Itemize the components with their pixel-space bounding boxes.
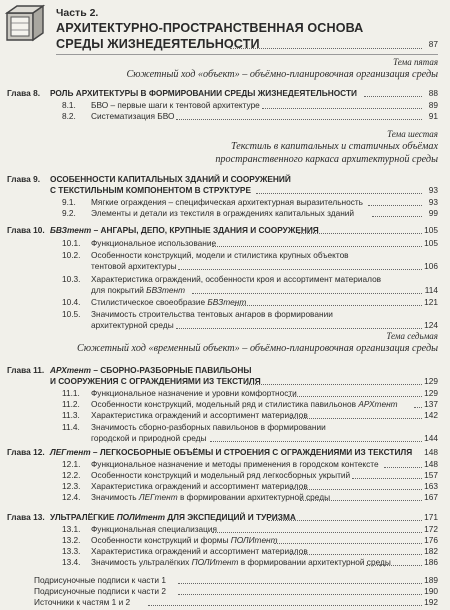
section-title-line-1: Характеристика ограждений, особенности кроя и ассортимент материалов — [91, 274, 382, 284]
section-page: 137 — [424, 399, 438, 409]
leader-dots — [178, 583, 422, 584]
chapter-12-page: 148 — [424, 447, 438, 457]
leader-dots — [262, 108, 422, 109]
section-title-line-1: Значимость строительства тентовых ангаров в формировании — [91, 309, 333, 319]
section-page: 142 — [424, 410, 438, 420]
section-title — [91, 297, 246, 307]
text-plain: Особенности конструкций, модельный ряд и стилистика павильонов — [91, 399, 359, 409]
leader-dots — [176, 328, 422, 329]
chapter-12-title-italic: ЛЕГтент — [50, 447, 91, 457]
text-italic: ПОЛИтент — [230, 535, 278, 545]
backmatter-page: 192 — [424, 597, 438, 607]
section-title-line-2 — [91, 285, 185, 295]
theme-6-line-1: Текстиль в капитальных и статичных объёмах — [230, 141, 438, 152]
section-title: Особенности конструкций и модельный ряд легкосборных укрытий — [91, 470, 351, 480]
chapter-11-title-line-2: И СООРУЖЕНИЯ С ОГРАЖДЕНИЯМИ ИЗ ТЕКСТИЛЯ — [50, 376, 261, 386]
section-page: 99 — [428, 208, 438, 218]
section-title: БВО – первые шаги к тентовой архитектуре — [91, 100, 260, 110]
leader-dots — [246, 384, 422, 385]
text-plain: Стилистическое своеобразие — [91, 297, 208, 307]
leader-dots — [230, 48, 422, 49]
section-title — [91, 492, 330, 502]
leader-dots — [178, 269, 422, 270]
theme-5-label: Тема пятая — [393, 57, 438, 67]
text-plain: для покрытий — [91, 285, 147, 295]
leader-dots — [192, 293, 422, 294]
section-page: 89 — [428, 100, 438, 110]
section-page: 129 — [424, 388, 438, 398]
chapter-9-label: Глава 9. — [7, 174, 41, 184]
leader-dots — [274, 543, 422, 544]
backmatter-page: 189 — [424, 575, 438, 585]
leader-dots — [298, 233, 422, 234]
leader-dots — [366, 565, 422, 566]
chapter-11-label: Глава 11. — [7, 365, 45, 375]
backmatter-page: 190 — [424, 586, 438, 596]
leader-dots — [178, 594, 422, 595]
theme-7-label: Тема седьмая — [386, 331, 438, 341]
chapter-11-page: 129 — [424, 376, 438, 386]
section-number: 12.1. — [62, 459, 81, 469]
part-title-line-1: АРХИТЕКТУРНО-ПРОСТРАНСТВЕННАЯ ОСНОВА — [56, 21, 364, 35]
leader-dots — [148, 605, 422, 606]
leader-dots — [364, 96, 422, 97]
section-number: 8.1. — [62, 100, 76, 110]
theme-6-label: Тема шестая — [387, 129, 438, 139]
leader-dots — [176, 119, 422, 120]
section-number: 13.4. — [62, 557, 81, 567]
leader-dots — [212, 532, 422, 533]
text-italic: АРХтент — [358, 399, 398, 409]
section-title: Функциональное назначение и методы применения в городском контексте — [91, 459, 379, 469]
chapter-11-title-rest: – СБОРНО-РАЗБОРНЫЕ ПАВИЛЬОНЫ — [91, 365, 252, 375]
leader-dots — [268, 520, 422, 521]
section-page: 176 — [424, 535, 438, 545]
section-title: Функциональное назначение и уровни комфортности — [91, 388, 297, 398]
leader-dots — [290, 554, 422, 555]
leader-dots — [300, 500, 422, 501]
text-italic: БВЗтент — [207, 297, 247, 307]
text-plain: в формировании архитектурной среды — [177, 492, 331, 502]
leader-dots — [384, 467, 422, 468]
leader-dots — [256, 193, 422, 194]
section-page: 167 — [424, 492, 438, 502]
section-title: Мягкие ограждения – специфическая архитектурная выразительность — [91, 197, 363, 207]
chapter-11-title-italic: АРХтент — [50, 365, 92, 375]
book-logo-cube-icon — [3, 3, 47, 43]
text-plain: Значимость — [91, 492, 139, 502]
section-page: 91 — [428, 111, 438, 121]
chapter-8-label: Глава 8. — [7, 88, 41, 98]
section-number: 10.3. — [62, 274, 81, 284]
section-page: 93 — [428, 197, 438, 207]
section-page: 106 — [424, 261, 438, 271]
section-number: 13.1. — [62, 524, 81, 534]
leader-dots — [372, 216, 422, 217]
chapter-9-title-line-2: С ТЕКСТИЛЬНЫМ КОМПОНЕНТОМ В СТРУКТУРЕ — [50, 185, 251, 195]
section-number: 10.5. — [62, 309, 81, 319]
section-number: 12.2. — [62, 470, 81, 480]
section-title-line-1: Особенности конструкций, модели и стилистика крупных объектов — [91, 250, 349, 260]
chapter-9-page: 93 — [428, 185, 438, 195]
section-page: 124 — [424, 320, 438, 330]
section-title — [91, 399, 398, 409]
section-page: 172 — [424, 524, 438, 534]
section-number: 10.2. — [62, 250, 81, 260]
chapter-13-title-pre: УЛЬТРАЛЁГКИЕ — [50, 512, 117, 522]
section-number: 9.2. — [62, 208, 76, 218]
leader-dots — [210, 441, 422, 442]
leader-dots — [212, 246, 422, 247]
leader-dots — [368, 205, 422, 206]
backmatter-title: Подрисуночные подписи к части 2 — [34, 586, 166, 596]
leader-dots — [290, 418, 422, 419]
section-number: 12.4. — [62, 492, 81, 502]
section-number: 11.1. — [62, 388, 80, 398]
section-title-line-2: архитектурной среды — [91, 320, 174, 330]
section-number: 11.3. — [62, 410, 80, 420]
section-title — [91, 557, 391, 567]
section-page: 157 — [424, 470, 438, 480]
section-number: 11.2. — [62, 399, 80, 409]
theme-6-line-2: пространственного каркаса архитектурной среды — [215, 154, 438, 165]
part-page-number: 87 — [428, 39, 438, 49]
text-italic: ПОЛИтент — [191, 557, 239, 567]
chapter-10-page: 105 — [424, 225, 438, 235]
section-title: Систематизация БВО — [91, 111, 175, 121]
chapter-10-title — [50, 225, 319, 235]
theme-5-text: Сюжетный ход «объект» – объёмно-планировочная организация среды — [126, 69, 438, 80]
text-plain: Значимость ультралёгких — [91, 557, 192, 567]
section-title — [91, 535, 278, 545]
section-page: 105 — [424, 238, 438, 248]
section-page: 148 — [424, 459, 438, 469]
chapter-13-title — [50, 512, 296, 522]
part-label: Часть 2. — [56, 7, 99, 19]
section-title: Характеристика ограждений и ассортимент материалов — [91, 410, 308, 420]
chapter-10-title-rest: – АНГАРЫ, ДЕПО, КРУПНЫЕ ЗДАНИЯ И СООРУЖЕНИЯ — [91, 225, 319, 235]
section-number: 9.1. — [62, 197, 76, 207]
section-number: 12.3. — [62, 481, 81, 491]
section-number: 8.2. — [62, 111, 76, 121]
text-italic: БВЗтент — [146, 285, 186, 295]
section-number: 13.3. — [62, 546, 81, 556]
section-number: 11.4. — [62, 422, 80, 432]
section-number: 10.4. — [62, 297, 81, 307]
chapter-8-title: РОЛЬ АРХИТЕКТУРЫ В ФОРМИРОВАНИИ СРЕДЫ ЖИЗНЕДЕЯТЕЛЬНОСТИ — [50, 88, 357, 98]
chapter-13-title-italic: ПОЛИтент — [116, 512, 165, 522]
section-title: Характеристика ограждений и ассортимент материалов — [91, 481, 308, 491]
section-number: 13.2. — [62, 535, 81, 545]
leader-dots — [290, 489, 422, 490]
section-title: Элементы и детали из текстиля в ограждениях капитальных зданий — [91, 208, 355, 218]
section-page: 182 — [424, 546, 438, 556]
backmatter-title: Подрисуночные подписи к части 1 — [34, 575, 166, 585]
section-page: 121 — [424, 297, 438, 307]
section-page: 186 — [424, 557, 438, 567]
part-title-line-2: СРЕДЫ ЖИЗНЕДЕЯТЕЛЬНОСТИ — [56, 37, 260, 51]
chapter-12-title-rest: – ЛЕГКОСБОРНЫЕ ОБЪЁМЫ И СТРОЕНИЯ С ОГРАЖДЕНИЯМИ ИЗ ТЕКСТИЛЯ — [90, 447, 413, 457]
text-plain: Особенности конструкций и формы — [91, 535, 231, 545]
section-number: 10.1. — [62, 238, 81, 248]
chapter-10-title-italic: БВЗтент — [50, 225, 92, 235]
chapter-13-page: 171 — [424, 512, 438, 522]
chapter-12-label: Глава 12. — [7, 447, 45, 457]
header-rule — [56, 54, 438, 55]
leader-dots — [288, 396, 422, 397]
theme-7-text: Сюжетный ход «временный объект» – объёмно-планировочная организация среды — [77, 343, 438, 354]
section-title-line-1: Значимость сборно-разборных павильонов в формировании — [91, 422, 326, 432]
section-page: 163 — [424, 481, 438, 491]
section-title-line-2: городской и природной среды — [91, 433, 207, 443]
section-title: Функциональное использование — [91, 238, 217, 248]
section-page: 144 — [424, 433, 438, 443]
chapter-10-label: Глава 10. — [7, 225, 45, 235]
leader-dots — [234, 305, 422, 306]
leader-dots — [352, 478, 422, 479]
section-page: 114 — [424, 285, 438, 295]
chapter-13-title-rest: ДЛЯ ЭКСПЕДИЦИЙ И ТУРИЗМА — [164, 512, 296, 522]
backmatter-title: Источники к частям 1 и 2 — [34, 597, 131, 607]
text-italic: ЛЕГтент — [138, 492, 178, 502]
section-title: Характеристика ограждений и ассортимент материалов — [91, 546, 308, 556]
chapter-11-title-line-1 — [50, 365, 251, 375]
chapter-12-title — [50, 447, 412, 457]
section-title-line-2: тентовой архитектуры — [91, 261, 177, 271]
section-title: Функциональная специализация — [91, 524, 218, 534]
chapter-13-label: Глава 13. — [7, 512, 45, 522]
chapter-9-title-line-1: ОСОБЕННОСТИ КАПИТАЛЬНЫХ ЗДАНИЙ И СООРУЖЕНИЙ — [50, 174, 291, 184]
chapter-8-page: 88 — [428, 88, 438, 98]
leader-dots — [414, 407, 422, 408]
text-plain: в формировании архитектурной среды — [238, 557, 391, 567]
